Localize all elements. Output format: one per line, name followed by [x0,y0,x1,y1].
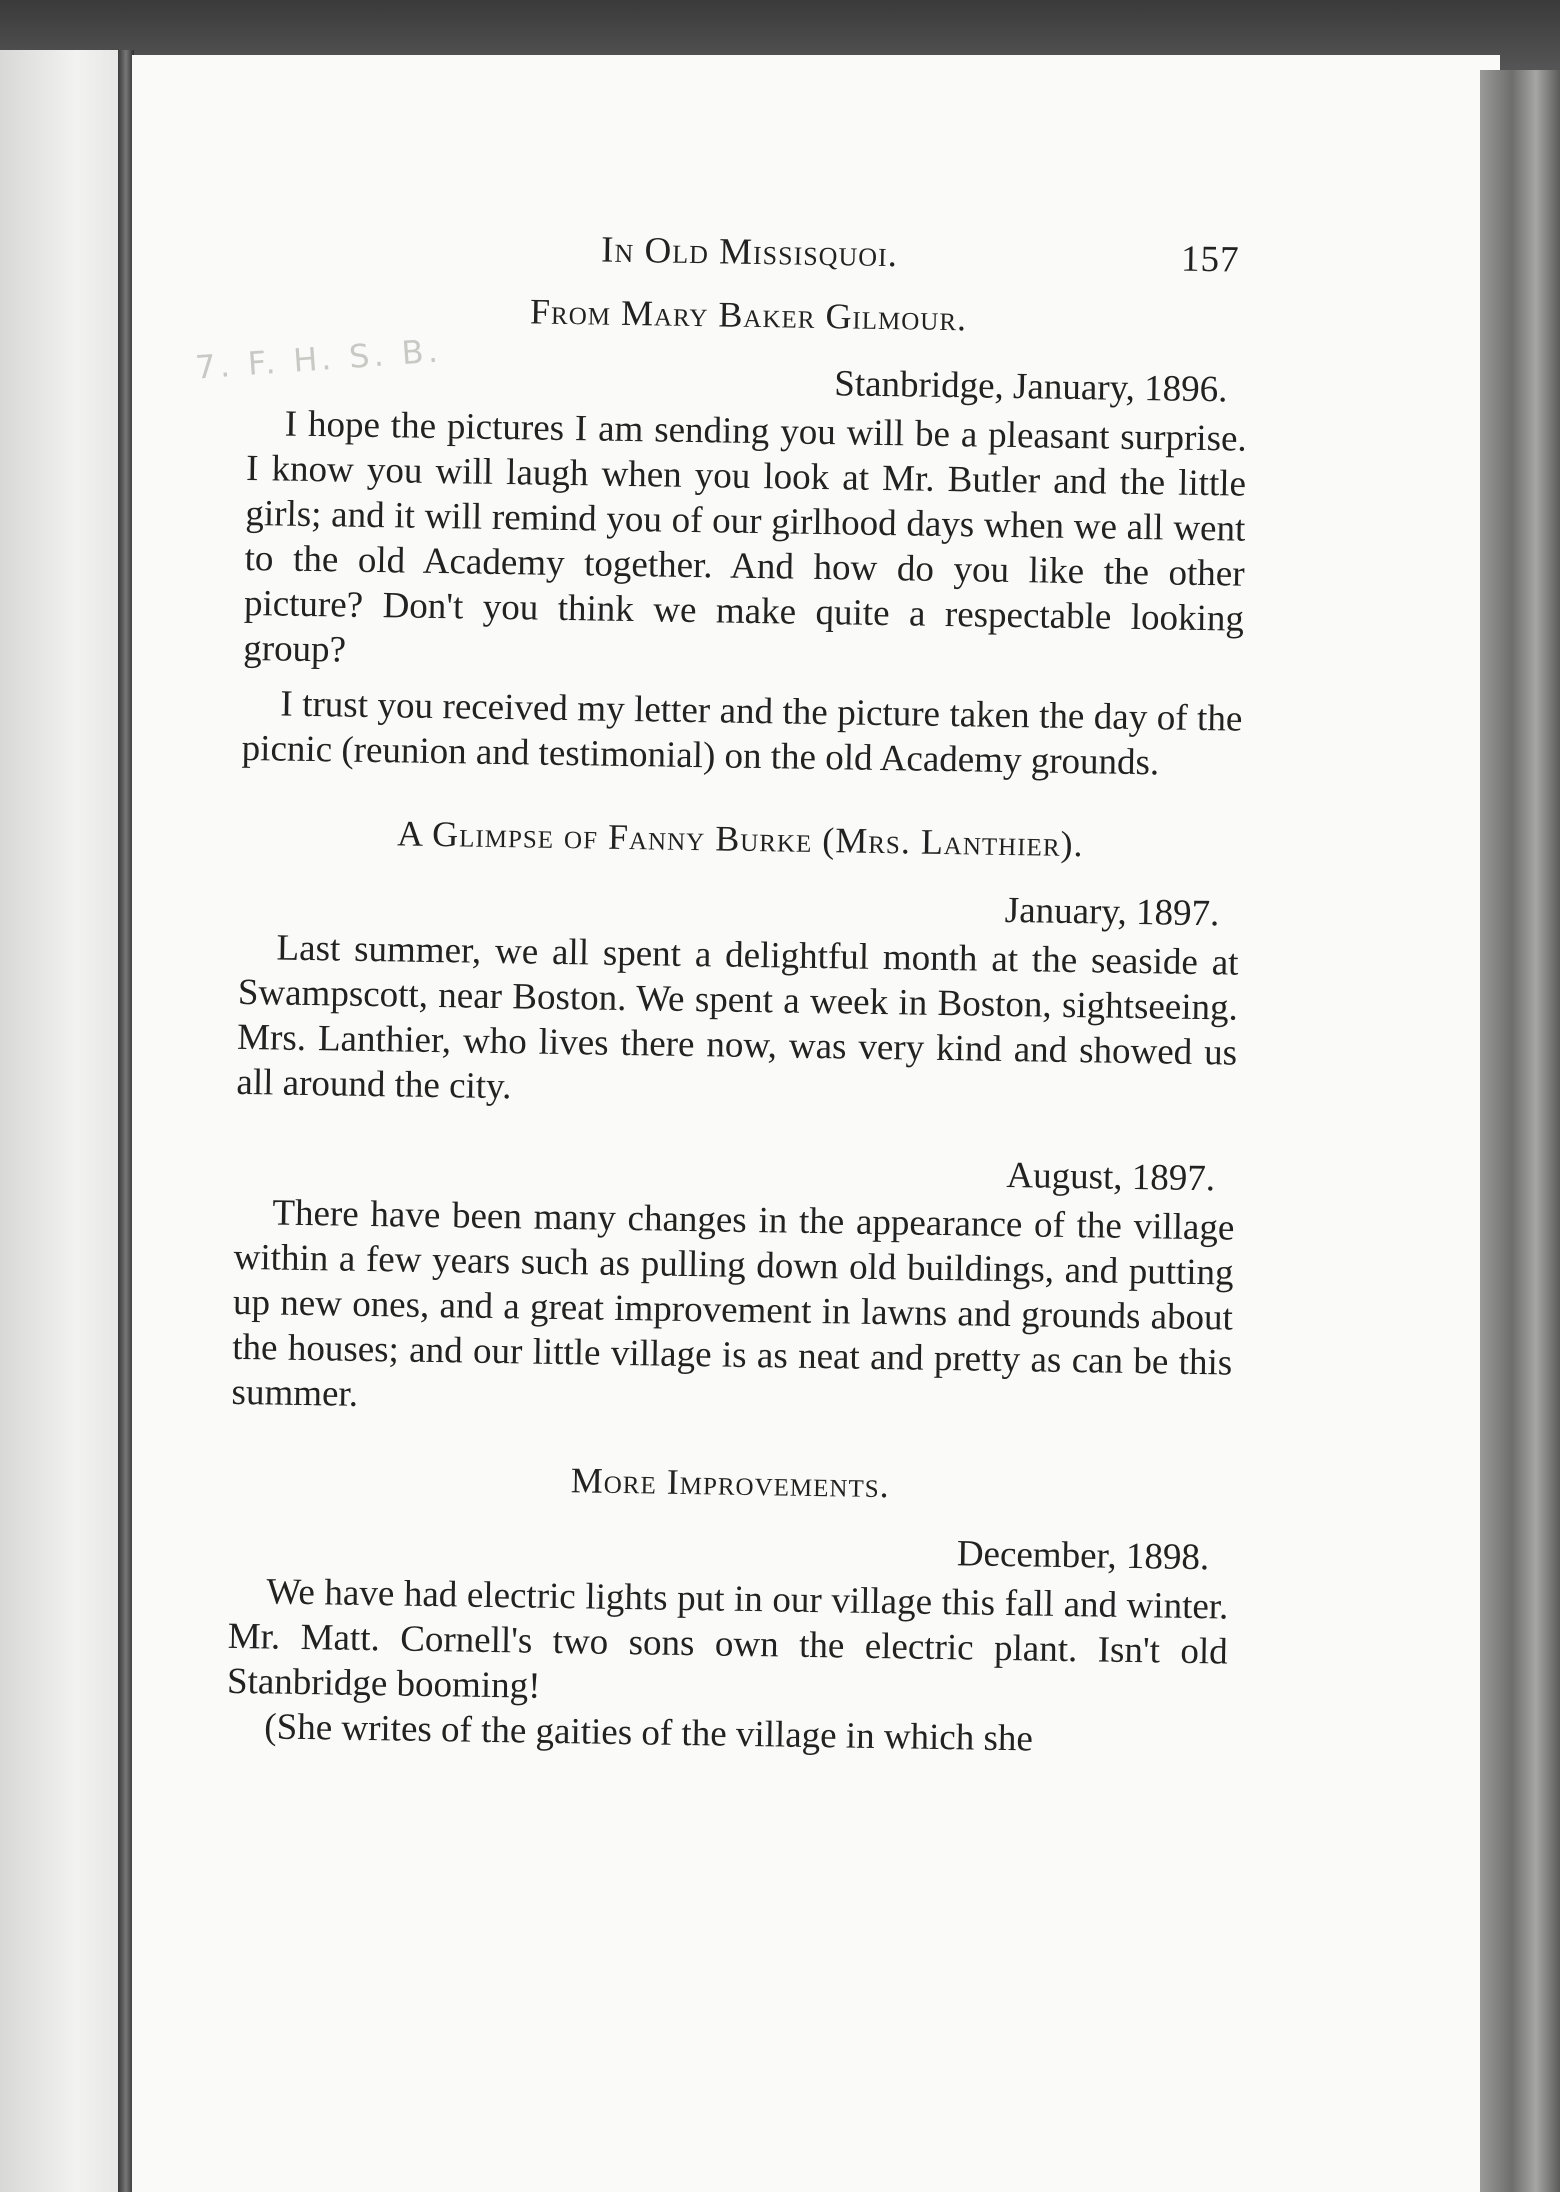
section-heading: From Mary Baker Gilmour. [529,291,968,339]
pencil-margin-note: 7. F. H. S. B. [193,331,443,387]
letter-dateline: August, 1897. [1006,1155,1216,1200]
section-heading: A Glimpse of Fanny Burke (Mrs. Lanthier). [396,813,1084,865]
letter-dateline: January, 1897. [1004,889,1220,935]
paragraph: I hope the pictures I am sending you will be a pleasant surprise. I know you will laugh when you look at Mr. Butler and the little girls; and it will remind you of our girlhood days when we all went to the old Academy together. And how do you like the other picture? Don't you think we make quite a respectable looking group? [242,403,1248,671]
page-stack-edge [1480,70,1560,2192]
paragraph: There have been many changes in the appearance of the village within a few years such as pulling down old buildings, and putting up new ones, and a great improvement in lawns and grounds about the houses; and our little village is as neat and pretty as can be this summer. [231,1192,1235,1415]
page-text [226,222,1250,1765]
paragraph: Last summer, we all spent a delightful month at the seaside at Swampscott, near Boston. We spent a week in Boston, sightseeing. Mrs. Lanthier, who lives there now, was very kind and showed us all around the city. [236,927,1239,1108]
page-number: 157 [1180,238,1240,281]
section-heading: More Improvements. [570,1460,891,1506]
paragraph: (She writes of the gaities of the village in which she [264,1706,1034,1760]
running-title: In Old Missisquoi. [600,229,899,276]
facing-page-edge [0,50,128,2192]
paragraph: I trust you received my letter and the picture taken the day of the picnic (reunion and testimonial) on the old Academy grounds. [241,683,1243,784]
paragraph: We have had electric lights put in our village this fall and winter. Mr. Matt. Cornell's two sons own the electric plant. Isn't old Stanbridge booming! [226,1571,1229,1707]
letter-dateline: Stanbridge, January, 1896. [833,363,1228,411]
letter-dateline: December, 1898. [956,1533,1210,1579]
